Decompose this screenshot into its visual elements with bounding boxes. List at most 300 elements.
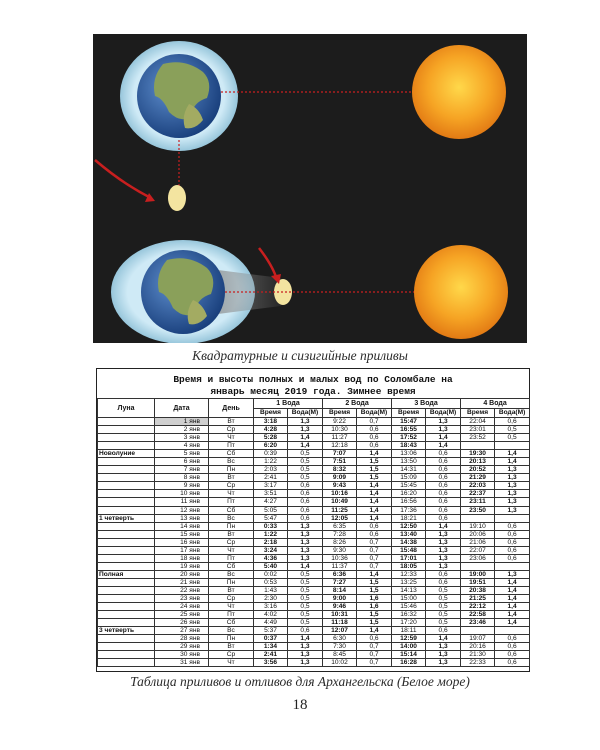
- cell-h2: 1,5: [357, 611, 392, 619]
- cell-h3: 1,3: [426, 426, 461, 434]
- cell-t3: 13:50: [392, 458, 426, 466]
- cell-t4: [461, 442, 495, 450]
- cell-h3: 0,6: [426, 482, 461, 490]
- cell-date: 9 янв: [155, 482, 209, 490]
- cell-t4: 22:03: [461, 482, 495, 490]
- cell-h2: 0,6: [357, 635, 392, 643]
- cell-h2: 0,7: [357, 538, 392, 546]
- cell-h3: 0,5: [426, 603, 461, 611]
- cell-t1: 3:24: [254, 546, 288, 554]
- cell-t3: 13:40: [392, 530, 426, 538]
- cell-date: 7 янв: [155, 466, 209, 474]
- cell-h4: 0,5: [495, 434, 530, 442]
- cell-day: Вт: [209, 474, 254, 482]
- cell-h1: 1,3: [288, 643, 323, 651]
- cell-h3: 1,3: [426, 643, 461, 651]
- cell-t2: 7:28: [323, 530, 357, 538]
- table-row: [98, 426, 530, 434]
- cell-moon: [98, 442, 155, 450]
- cell-t1: 4:49: [254, 619, 288, 627]
- cell-moon: [98, 466, 155, 474]
- cell-date: 3 янв: [155, 434, 209, 442]
- cell-date: 18 янв: [155, 554, 209, 562]
- cell-moon: Новолуние: [98, 450, 155, 458]
- cell-h2: 0,6: [357, 530, 392, 538]
- cell-h1: 1,3: [288, 659, 323, 667]
- cell-t4: 19:07: [461, 635, 495, 643]
- cell-day: Чт: [209, 546, 254, 554]
- cell-t1: 0:53: [254, 578, 288, 586]
- cell-h1: 1,4: [288, 434, 323, 442]
- cell-h3: 1,3: [426, 546, 461, 554]
- cell-moon: [98, 562, 155, 570]
- cell-date: 27 янв: [155, 627, 209, 635]
- table-row: [98, 434, 530, 442]
- moon-icon-top: [168, 185, 186, 211]
- cell-day: Ср: [209, 482, 254, 490]
- cell-t1: 5:28: [254, 434, 288, 442]
- header-date: Дата: [155, 399, 209, 418]
- cell-h3: 1,3: [426, 530, 461, 538]
- cell-t1: 6:20: [254, 442, 288, 450]
- table-row: [98, 450, 530, 458]
- header-height: Вода(М): [288, 409, 323, 418]
- cell-t2: 7:51: [323, 458, 357, 466]
- table-row: [98, 418, 530, 426]
- cell-day: Чт: [209, 434, 254, 442]
- cell-h1: 1,3: [288, 530, 323, 538]
- cell-t2: 11:25: [323, 506, 357, 514]
- cell-t4: 19:00: [461, 570, 495, 578]
- cell-t3: 17:20: [392, 619, 426, 627]
- cell-h1: 0,5: [288, 611, 323, 619]
- cell-t3: 18:21: [392, 514, 426, 522]
- cell-t3: 18:11: [392, 627, 426, 635]
- cell-h4: [495, 627, 530, 635]
- cell-moon: [98, 611, 155, 619]
- cell-moon: [98, 434, 155, 442]
- cell-day: Вт: [209, 643, 254, 651]
- cell-h2: 1,5: [357, 474, 392, 482]
- cell-moon: [98, 643, 155, 651]
- cell-t2: 8:14: [323, 586, 357, 594]
- cell-day: Ср: [209, 651, 254, 659]
- cell-t1: 2:41: [254, 474, 288, 482]
- cell-h2: 1,6: [357, 603, 392, 611]
- cell-h4: 0,6: [495, 530, 530, 538]
- earth-icon-bottom: [141, 250, 225, 334]
- cell-date: 31 янв: [155, 659, 209, 667]
- cell-date: 4 янв: [155, 442, 209, 450]
- cell-h1: 0,5: [288, 570, 323, 578]
- cell-h1: 1,3: [288, 546, 323, 554]
- cell-date: 1 янв: [155, 418, 209, 426]
- cell-t1: 4:36: [254, 554, 288, 562]
- cell-t3: 16:32: [392, 611, 426, 619]
- cell-h3: 0,6: [426, 514, 461, 522]
- cell-h3: 0,6: [426, 570, 461, 578]
- cell-t2: 10:31: [323, 611, 357, 619]
- cell-t3: 12:59: [392, 635, 426, 643]
- cell-h2: 1,4: [357, 490, 392, 498]
- cell-t2: 9:30: [323, 546, 357, 554]
- cell-h3: 0,6: [426, 474, 461, 482]
- cell-date: 25 янв: [155, 611, 209, 619]
- cell-t4: 21:30: [461, 651, 495, 659]
- cell-t2: 9:22: [323, 418, 357, 426]
- cell-t4: [461, 514, 495, 522]
- cell-h4: 0,6: [495, 418, 530, 426]
- cell-moon: [98, 418, 155, 426]
- cell-moon: 1 четверть: [98, 514, 155, 522]
- cell-moon: [98, 586, 155, 594]
- cell-h3: 1,4: [426, 442, 461, 450]
- cell-h4: 0,5: [495, 426, 530, 434]
- table-row: [98, 611, 530, 619]
- cell-t3: 17:52: [392, 434, 426, 442]
- cell-t4: 23:01: [461, 426, 495, 434]
- cell-h1: 0,6: [288, 627, 323, 635]
- cell-h1: 1,3: [288, 554, 323, 562]
- cell-t4: [461, 627, 495, 635]
- cell-h4: [495, 562, 530, 570]
- cell-day: Вс: [209, 458, 254, 466]
- cell-t4: 20:38: [461, 586, 495, 594]
- cell-t4: 20:16: [461, 643, 495, 651]
- cell-h4: 1,3: [495, 474, 530, 482]
- cell-t3: 15:47: [392, 418, 426, 426]
- cell-t4: 22:37: [461, 490, 495, 498]
- cell-day: Пт: [209, 442, 254, 450]
- cell-h2: 0,7: [357, 651, 392, 659]
- cell-t1: 1:22: [254, 530, 288, 538]
- header-water4: 4 Вода: [461, 399, 530, 409]
- cell-h2: 0,7: [357, 562, 392, 570]
- cell-t2: 12:18: [323, 442, 357, 450]
- cell-t2: 10:02: [323, 659, 357, 667]
- cell-h1: 0,6: [288, 482, 323, 490]
- cell-h4: 1,4: [495, 578, 530, 586]
- cell-h2: 1,4: [357, 627, 392, 635]
- cell-h2: 0,7: [357, 554, 392, 562]
- cell-h3: 0,5: [426, 595, 461, 603]
- cell-date: 28 янв: [155, 635, 209, 643]
- cell-t1: 5:47: [254, 514, 288, 522]
- cell-t1: 5:40: [254, 562, 288, 570]
- cell-t4: 22:12: [461, 603, 495, 611]
- tide-table: [97, 398, 530, 667]
- cell-t3: 14:31: [392, 466, 426, 474]
- cell-moon: [98, 603, 155, 611]
- cell-moon: [98, 595, 155, 603]
- cell-h4: 1,3: [495, 570, 530, 578]
- cell-h4: [495, 514, 530, 522]
- cell-moon: [98, 530, 155, 538]
- cell-t4: 20:13: [461, 458, 495, 466]
- cell-h3: 0,6: [426, 490, 461, 498]
- cell-h3: 0,6: [426, 450, 461, 458]
- cell-t2: 11:18: [323, 619, 357, 627]
- cell-h4: 0,6: [495, 643, 530, 651]
- cell-date: 30 янв: [155, 651, 209, 659]
- cell-h2: 0,6: [357, 442, 392, 450]
- cell-day: Вс: [209, 570, 254, 578]
- cell-t1: 1:34: [254, 643, 288, 651]
- header-height: Вода(М): [495, 409, 530, 418]
- cell-t4: 19:30: [461, 450, 495, 458]
- cell-day: Вт: [209, 530, 254, 538]
- cell-h2: 0,6: [357, 426, 392, 434]
- cell-date: 12 янв: [155, 506, 209, 514]
- cell-t2: 10:49: [323, 498, 357, 506]
- cell-h2: 1,4: [357, 514, 392, 522]
- cell-t4: 20:06: [461, 530, 495, 538]
- cell-day: Чт: [209, 603, 254, 611]
- cell-h1: 0,5: [288, 619, 323, 627]
- table-row: [98, 498, 530, 506]
- cell-h1: 1,3: [288, 651, 323, 659]
- cell-h2: 1,5: [357, 458, 392, 466]
- cell-t1: 4:28: [254, 426, 288, 434]
- cell-t4: 19:10: [461, 522, 495, 530]
- cell-t4: 22:58: [461, 611, 495, 619]
- cell-date: 24 янв: [155, 603, 209, 611]
- tides-illustration: [93, 34, 527, 343]
- cell-h3: 0,6: [426, 627, 461, 635]
- cell-h4: 1,4: [495, 611, 530, 619]
- cell-h4: 1,4: [495, 603, 530, 611]
- cell-t3: 15:46: [392, 603, 426, 611]
- cell-t4: 21:06: [461, 538, 495, 546]
- cell-t4: 23:46: [461, 619, 495, 627]
- cell-moon: [98, 546, 155, 554]
- cell-day: Вт: [209, 586, 254, 594]
- cell-h1: 1,3: [288, 426, 323, 434]
- cell-h2: 1,4: [357, 498, 392, 506]
- cell-t2: 9:43: [323, 482, 357, 490]
- cell-date: 11 янв: [155, 498, 209, 506]
- cell-day: Вс: [209, 627, 254, 635]
- cell-h3: 1,3: [426, 554, 461, 562]
- cell-date: 10 янв: [155, 490, 209, 498]
- cell-moon: 3 четверть: [98, 627, 155, 635]
- syzygy-group: [111, 240, 508, 343]
- cell-t2: 9:46: [323, 603, 357, 611]
- cell-h1: 0,6: [288, 514, 323, 522]
- cell-t4: 20:52: [461, 466, 495, 474]
- cell-t2: 7:30: [323, 643, 357, 651]
- cell-t3: 17:01: [392, 554, 426, 562]
- cell-moon: [98, 490, 155, 498]
- table-row: [98, 530, 530, 538]
- cell-h1: 1,4: [288, 562, 323, 570]
- cell-t3: 13:25: [392, 578, 426, 586]
- cell-h1: 0,5: [288, 474, 323, 482]
- cell-t3: 14:38: [392, 538, 426, 546]
- cell-h4: 1,3: [495, 466, 530, 474]
- cell-h1: 0,5: [288, 578, 323, 586]
- cell-h1: 1,4: [288, 442, 323, 450]
- header-time: Время: [254, 409, 288, 418]
- cell-t1: 4:27: [254, 498, 288, 506]
- cell-h1: 1,3: [288, 538, 323, 546]
- cell-t4: 23:52: [461, 434, 495, 442]
- cell-t2: 8:32: [323, 466, 357, 474]
- cell-h4: 0,6: [495, 546, 530, 554]
- cell-date: 17 янв: [155, 546, 209, 554]
- cell-h3: 1,3: [426, 651, 461, 659]
- cell-h2: 0,6: [357, 434, 392, 442]
- cell-t3: 18:43: [392, 442, 426, 450]
- quadrature-group: [95, 41, 506, 211]
- table-row: [98, 643, 530, 651]
- table-row: [98, 466, 530, 474]
- cell-date: 13 янв: [155, 514, 209, 522]
- cell-t3: 15:00: [392, 595, 426, 603]
- cell-t1: 2:03: [254, 466, 288, 474]
- cell-t1: 3:51: [254, 490, 288, 498]
- header-time: Время: [323, 409, 357, 418]
- cell-t2: 7:07: [323, 450, 357, 458]
- cell-h2: 1,4: [357, 482, 392, 490]
- cell-h2: 0,7: [357, 546, 392, 554]
- cell-t3: 15:09: [392, 474, 426, 482]
- cell-h2: 1,5: [357, 586, 392, 594]
- cell-t1: 1:22: [254, 458, 288, 466]
- header-water1: 1 Вода: [254, 399, 323, 409]
- cell-t3: 16:56: [392, 498, 426, 506]
- table-row: [98, 627, 530, 635]
- tide-table-block: [96, 368, 530, 672]
- tides-diagram: [93, 34, 527, 343]
- cell-date: 20 янв: [155, 570, 209, 578]
- header-height: Вода(М): [426, 409, 461, 418]
- cell-h4: 1,4: [495, 586, 530, 594]
- cell-moon: [98, 482, 155, 490]
- cell-date: 8 янв: [155, 474, 209, 482]
- cell-day: Ср: [209, 595, 254, 603]
- table-row: [98, 490, 530, 498]
- cell-h1: 1,4: [288, 635, 323, 643]
- table-row: [98, 595, 530, 603]
- table-row: [98, 651, 530, 659]
- cell-moon: Полная: [98, 570, 155, 578]
- cell-t3: 16:28: [392, 659, 426, 667]
- cell-t2: 6:35: [323, 522, 357, 530]
- table-row: [98, 442, 530, 450]
- cell-t1: 0:02: [254, 570, 288, 578]
- table-row: [98, 635, 530, 643]
- cell-t3: 16:20: [392, 490, 426, 498]
- cell-day: Ср: [209, 538, 254, 546]
- header-water2: 2 Вода: [323, 399, 392, 409]
- cell-h1: 0,5: [288, 603, 323, 611]
- cell-h3: 1,3: [426, 538, 461, 546]
- cell-day: Сб: [209, 619, 254, 627]
- cell-t3: 15:48: [392, 546, 426, 554]
- cell-h1: 0,5: [288, 458, 323, 466]
- cell-t3: 14:13: [392, 586, 426, 594]
- cell-h3: 1,3: [426, 659, 461, 667]
- cell-moon: [98, 458, 155, 466]
- cell-moon: [98, 635, 155, 643]
- cell-day: Вс: [209, 514, 254, 522]
- cell-h1: 0,6: [288, 498, 323, 506]
- cell-date: 15 янв: [155, 530, 209, 538]
- cell-day: Пн: [209, 466, 254, 474]
- table-row: [98, 586, 530, 594]
- cell-t4: 19:51: [461, 578, 495, 586]
- cell-h3: 0,6: [426, 578, 461, 586]
- cell-t2: 6:30: [323, 635, 357, 643]
- header-water3: 3 Вода: [392, 399, 461, 409]
- arrow-icon-bottom: [259, 248, 277, 280]
- cell-day: Пн: [209, 522, 254, 530]
- cell-date: 29 янв: [155, 643, 209, 651]
- cell-h4: 1,3: [495, 498, 530, 506]
- cell-h2: 1,4: [357, 450, 392, 458]
- cell-moon: [98, 538, 155, 546]
- cell-t3: 15:45: [392, 482, 426, 490]
- cell-moon: [98, 659, 155, 667]
- cell-day: Вт: [209, 418, 254, 426]
- cell-h2: 1,4: [357, 506, 392, 514]
- table-row: [98, 554, 530, 562]
- cell-h2: 1,4: [357, 570, 392, 578]
- cell-h3: 1,4: [426, 635, 461, 643]
- sun-icon-top: [412, 45, 506, 139]
- cell-moon: [98, 578, 155, 586]
- cell-t4: 22:33: [461, 659, 495, 667]
- cell-h4: 1,4: [495, 458, 530, 466]
- cell-date: 2 янв: [155, 426, 209, 434]
- tide-table-body: [98, 418, 530, 667]
- cell-h1: 1,3: [288, 418, 323, 426]
- sun-icon-bottom: [414, 245, 508, 339]
- cell-t3: 18:05: [392, 562, 426, 570]
- table-row: [98, 474, 530, 482]
- cell-h2: 0,7: [357, 643, 392, 651]
- cell-t3: 12:33: [392, 570, 426, 578]
- cell-h2: 0,7: [357, 659, 392, 667]
- cell-date: 5 янв: [155, 450, 209, 458]
- cell-h1: 0,5: [288, 586, 323, 594]
- cell-t2: 6:36: [323, 570, 357, 578]
- earth-icon-top: [137, 54, 221, 138]
- cell-t1: 3:56: [254, 659, 288, 667]
- cell-h1: 0,5: [288, 450, 323, 458]
- cell-t1: 0:37: [254, 635, 288, 643]
- cell-t1: 3:16: [254, 603, 288, 611]
- cell-h3: 1,4: [426, 434, 461, 442]
- cell-moon: [98, 506, 155, 514]
- cell-h3: 0,6: [426, 498, 461, 506]
- cell-h4: 0,6: [495, 659, 530, 667]
- cell-t3: 17:36: [392, 506, 426, 514]
- cell-t1: 3:18: [254, 418, 288, 426]
- table-row: [98, 506, 530, 514]
- cell-h2: 1,5: [357, 466, 392, 474]
- cell-t1: 2:30: [254, 595, 288, 603]
- cell-h3: 0,6: [426, 458, 461, 466]
- cell-date: 6 янв: [155, 458, 209, 466]
- cell-t4: 23:50: [461, 506, 495, 514]
- cell-t1: 1:43: [254, 586, 288, 594]
- cell-h3: 1,3: [426, 562, 461, 570]
- cell-t4: 21:29: [461, 474, 495, 482]
- cell-t3: 15:14: [392, 651, 426, 659]
- cell-h1: 0,5: [288, 466, 323, 474]
